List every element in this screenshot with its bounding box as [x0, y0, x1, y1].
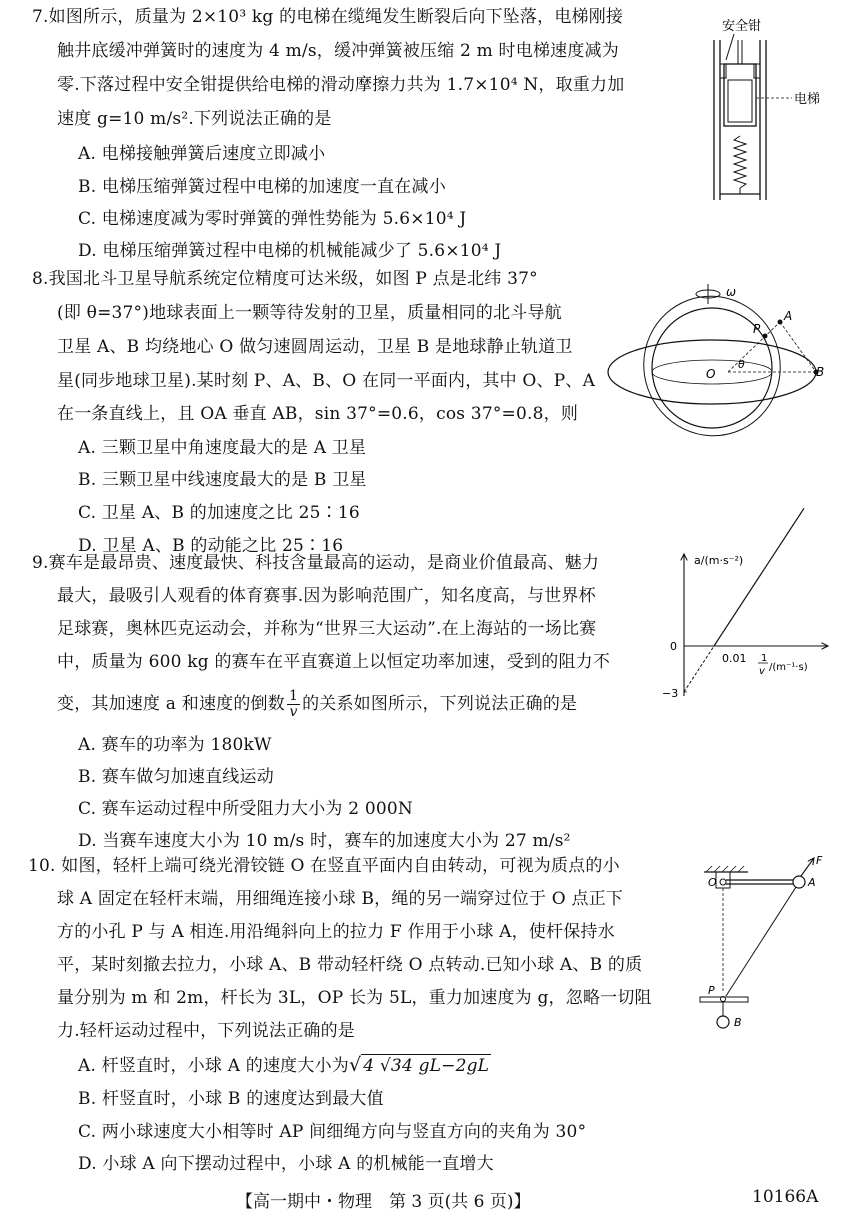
q9-line-1: 9.赛车是最昂贵、速度最快、科技含量最高的运动，是商业价值最高、魅力	[32, 553, 600, 573]
label-p-hole: P	[708, 984, 715, 997]
q10-option-a	[78, 1054, 491, 1077]
q10-line-2: 球 A 固定在轻杆末端，用细绳连接小球 B，绳的另一端穿过位于 O 点正下	[57, 889, 624, 909]
q8-line-3: 卫星 A、B 均绕地心 O 做匀速圆周运动，卫星 B 是地球静止轨道卫	[57, 337, 573, 357]
origin-label: 0	[670, 640, 677, 653]
q8-option-b: B. 三颗卫星中线速度最大的是 B 卫星	[78, 470, 367, 490]
x-intercept-label: 0.01	[722, 652, 747, 665]
q10-option-d: D. 小球 A 向下摆动过程中，小球 A 的机械能一直增大	[78, 1154, 494, 1174]
q9-option-c: C. 赛车运动过程中所受阻力大小为 2 000N	[78, 799, 413, 819]
q8-option-d: D. 卫星 A、B 的动能之比 25∶16	[78, 536, 344, 556]
series-line-dashed	[684, 646, 714, 692]
series-line	[714, 508, 804, 646]
q10-line-1: 10. 如图，轻杆上端可绕光滑铰链 O 在竖直平面内自由转动，可视为质点的小	[28, 856, 620, 876]
q7-line-1: 7.如图所示，质量为 2×10³ kg 的电梯在缆绳发生断裂后向下坠落，电梯刚接	[32, 7, 624, 27]
y-axis-label: a/(m·s⁻²)	[694, 554, 744, 567]
q9-option-a: A. 赛车的功率为 180kW	[78, 735, 272, 755]
label-b: B	[816, 365, 825, 379]
q8-option-c: C. 卫星 A、B 的加速度之比 25∶16	[78, 503, 360, 523]
x-label-num: 1	[761, 653, 768, 664]
q8-option-a: A. 三颗卫星中角速度最大的是 A 卫星	[78, 438, 367, 458]
q7-option-c: C. 电梯速度减为零时弹簧的弹性势能为 5.6×10⁴ J	[78, 209, 467, 229]
x-label-den: v	[759, 666, 765, 677]
y-intercept-label: −3	[662, 687, 679, 700]
q7-line-2: 触井底缓冲弹簧时的速度为 4 m/s，缓冲弹簧被压缩 2 m 时电梯速度减为	[57, 41, 619, 61]
frac-den: v	[289, 704, 298, 720]
satellite-orbit-figure	[610, 280, 836, 440]
elevator-figure	[700, 12, 820, 212]
sqrt-radicand: 4 √34 gL−2gL	[363, 1056, 490, 1076]
elevator-label: 电梯	[794, 92, 821, 107]
q8-line-1: 8.我国北斗卫星导航系统定位精度可达米级，如图 P 点是北纬 37°	[32, 269, 538, 289]
clamp-label: 安全钳	[722, 19, 762, 34]
label-a-ball: A	[808, 876, 816, 889]
q10-line-4: 平，某时刻撤去拉力，小球 A、B 带动轻杆绕 O 点转动.已知小球 A、B 的质	[57, 955, 643, 975]
label-a: A	[784, 309, 793, 323]
q10-line-5: 量分别为 m 和 2m，杆长为 3L，OP 长为 5L，重力加速度为 g，忽略一切阻	[57, 988, 652, 1008]
q7-option-b: B. 电梯压缩弹簧过程中电梯的加速度一直在减小	[78, 177, 446, 197]
q10-option-c: C. 两小球速度大小相等时 AP 间细绳方向与竖直方向的夹角为 30°	[78, 1122, 587, 1142]
page-footer: 【高一期中・物理 第 3 页(共 6 页)】	[236, 1192, 531, 1212]
x-label-unit: /(m⁻¹·s)	[769, 662, 808, 673]
q9-line-4: 中，质量为 600 kg 的赛车在平直赛道上以恒定功率加速，受到的阻力不	[57, 652, 611, 672]
q8-line-2: (即 θ=37°)地球表面上一颗等待发射的卫星，质量相同的北斗导航	[57, 303, 562, 323]
label-o: O	[706, 367, 716, 381]
inverse-v-fraction	[287, 689, 300, 720]
q9-option-b: B. 赛车做匀加速直线运动	[78, 767, 274, 787]
q8-line-5: 在一条直线上，且 OA 垂直 AB，sin 37°=0.6，cos 37°=0.8，则	[57, 404, 579, 424]
q8-line-4: 星(同步地球卫星).某时刻 P、A、B、O 在同一平面内，其中 O、P、A	[57, 371, 596, 391]
q10-line-6: 力.轻杆运动过程中，下列说法正确的是	[57, 1021, 356, 1041]
q9-line-2: 最大，最吸引人观看的体育赛事.因为影响范围广，知名度高，与世界杯	[57, 586, 596, 606]
label-o-hinge: O	[708, 876, 717, 889]
rod-pendulum-figure	[690, 852, 840, 1032]
omega-label: ω	[726, 285, 737, 299]
q9-line-3: 足球赛，奥林匹克运动会，并称为“世界三大运动”.在上海站的一场比赛	[57, 619, 597, 639]
q7-line-3: 零.下落过程中安全钳提供给电梯的滑动摩擦力共为 1.7×10⁴ N，取重力加	[57, 75, 625, 95]
label-p: P	[753, 322, 761, 336]
page-code: 10166A	[752, 1187, 819, 1207]
q9-line-5	[57, 688, 577, 720]
q9-option-d: D. 当赛车速度大小为 10 m/s 时，赛车的加速度大小为 27 m/s²	[78, 831, 571, 851]
q9-line-5-post: 的关系如图所示，下列说法正确的是	[302, 694, 578, 714]
q10-option-a-pre: A. 杆竖直时，小球 A 的速度大小为	[78, 1056, 349, 1076]
frac-num: 1	[288, 688, 299, 704]
q7-line-4: 速度 g=10 m/s².下列说法正确的是	[57, 109, 332, 129]
label-theta: θ	[738, 358, 745, 371]
sqrt-sign: √	[348, 1054, 362, 1076]
label-f: F	[816, 854, 823, 867]
q7-option-d: D. 电梯压缩弹簧过程中电梯的机械能减少了 5.6×10⁴ J	[78, 241, 502, 261]
q9-line-5-pre: 变，其加速度 a 和速度的倒数	[57, 694, 285, 714]
label-b-ball: B	[734, 1016, 742, 1029]
q7-option-a: A. 电梯接触弹簧后速度立即减小	[78, 144, 326, 164]
q10-line-3: 方的小孔 P 与 A 相连.用沿绳斜向上的拉力 F 作用于小球 A，使杆保持水	[57, 922, 615, 942]
acceleration-chart	[662, 548, 838, 708]
q10-option-b: B. 杆竖直时，小球 B 的速度达到最大值	[78, 1089, 384, 1109]
